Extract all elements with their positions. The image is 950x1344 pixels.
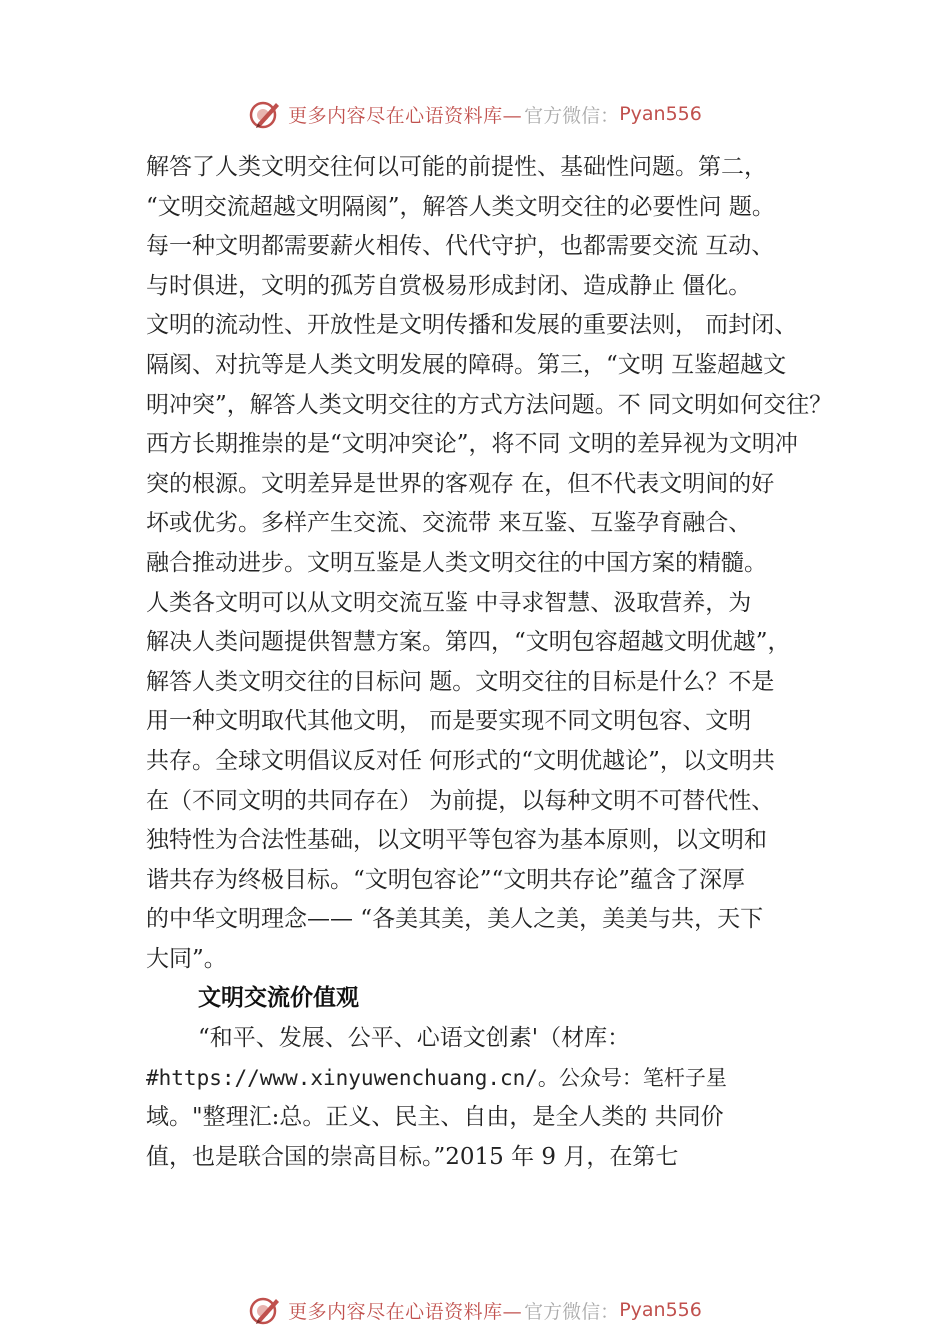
pen-circle-logo-icon (248, 97, 282, 131)
text-line: 域。"整理汇:总。正义、民主、自由，是全人类的 共同价 (146, 1104, 724, 1131)
text-line: 独特性为合法性基础，以文明平等包容为基本原则，以文明和 (146, 827, 767, 854)
banner-text: 更多内容尽在心语资料库— (288, 1300, 523, 1323)
text-line: 人类各文明可以从文明交流互鉴 中寻求智慧、汲取营养，为 (146, 589, 752, 616)
section-heading: 文明交流价值观 (198, 985, 359, 1012)
text-line: 解答了人类文明交往何以可能的前提性、基础性问题。第二， (146, 154, 767, 180)
text-line: 在（不同文明的共同存在） 为前提，以每种文明不可替代性、 (146, 787, 775, 814)
banner-wechat-label: 官方微信： (524, 1300, 620, 1323)
text-line: 西方长期推崇的是“文明冲突论”，将不同 文明的差异视为文明冲 (146, 431, 798, 458)
text-line: 大同”。 (146, 945, 227, 972)
text-line-url: #https://www.xinyuwenchuang.cn/。公众号：笔杆子星 (146, 1065, 727, 1090)
text-line: “文明交流超越文明隔阂”，解答人类文明交往的必要性问 题。 (146, 193, 775, 220)
text-line: 融合推动进步。文明互鉴是人类文明交往的中国方案的精髓。 (146, 549, 767, 576)
banner-text: 更多内容尽在心语资料库— (288, 104, 523, 127)
text-line: 每一种文明都需要薪火相传、代代守护，也都需要交流 互动、 (146, 233, 775, 260)
pen-circle-logo-icon (248, 1293, 282, 1327)
header-banner (0, 94, 950, 134)
text-line: 谐共存为终极目标。“文明包容论”“文明共存论”蕴含了深厚 (146, 866, 746, 893)
text-line: 值，也是联合国的崇高目标。”2015 年 9 月，在第七 (146, 1143, 679, 1170)
document-body (146, 148, 866, 1177)
text-line: 与时俱进，文明的孤芳自赏极易形成封闭、造成静止 僵化。 (146, 272, 752, 299)
text-line: 突的根源。文明差异是世界的客观存 在，但不代表文明间的好 (146, 470, 775, 497)
text-line: 坏或优劣。多样产生交流、交流带 来互鉴、互鉴孕育融合、 (146, 510, 752, 537)
text-line: 文明的流动性、开放性是文明传播和发展的重要法则， 而封闭、 (146, 312, 798, 339)
text-line: 解决人类问题提供智慧方案。第四，“文明包容超越文明优越”， (146, 629, 791, 656)
text-line: 共存。全球文明倡议反对任 何形式的“文明优越论”，以文明共 (146, 747, 775, 774)
text-line: 的中华文明理念—— “各美其美，美人之美，美美与共，天下 (146, 906, 764, 933)
text-line: 用一种文明取代其他文明， 而是要实现不同文明包容、文明 (146, 708, 752, 735)
text-line: “和平、发展、公平、心语文创素'（材库： (198, 1025, 631, 1052)
footer-banner (0, 1290, 950, 1330)
banner-wechat-id: Pyan556 (619, 1299, 702, 1321)
text-line: 解答人类文明交往的目标问 题。文明交往的目标是什么？不是 (146, 668, 775, 695)
text-line: 隔阂、对抗等是人类文明发展的障碍。第三，“文明 互鉴超越文 (146, 351, 787, 378)
banner-wechat-id: Pyan556 (619, 103, 702, 125)
banner-wechat-label: 官方微信： (524, 104, 620, 127)
text-line: 明冲突”，解答人类文明交往的方式方法问题。不 同文明如何交往？ (146, 391, 833, 418)
